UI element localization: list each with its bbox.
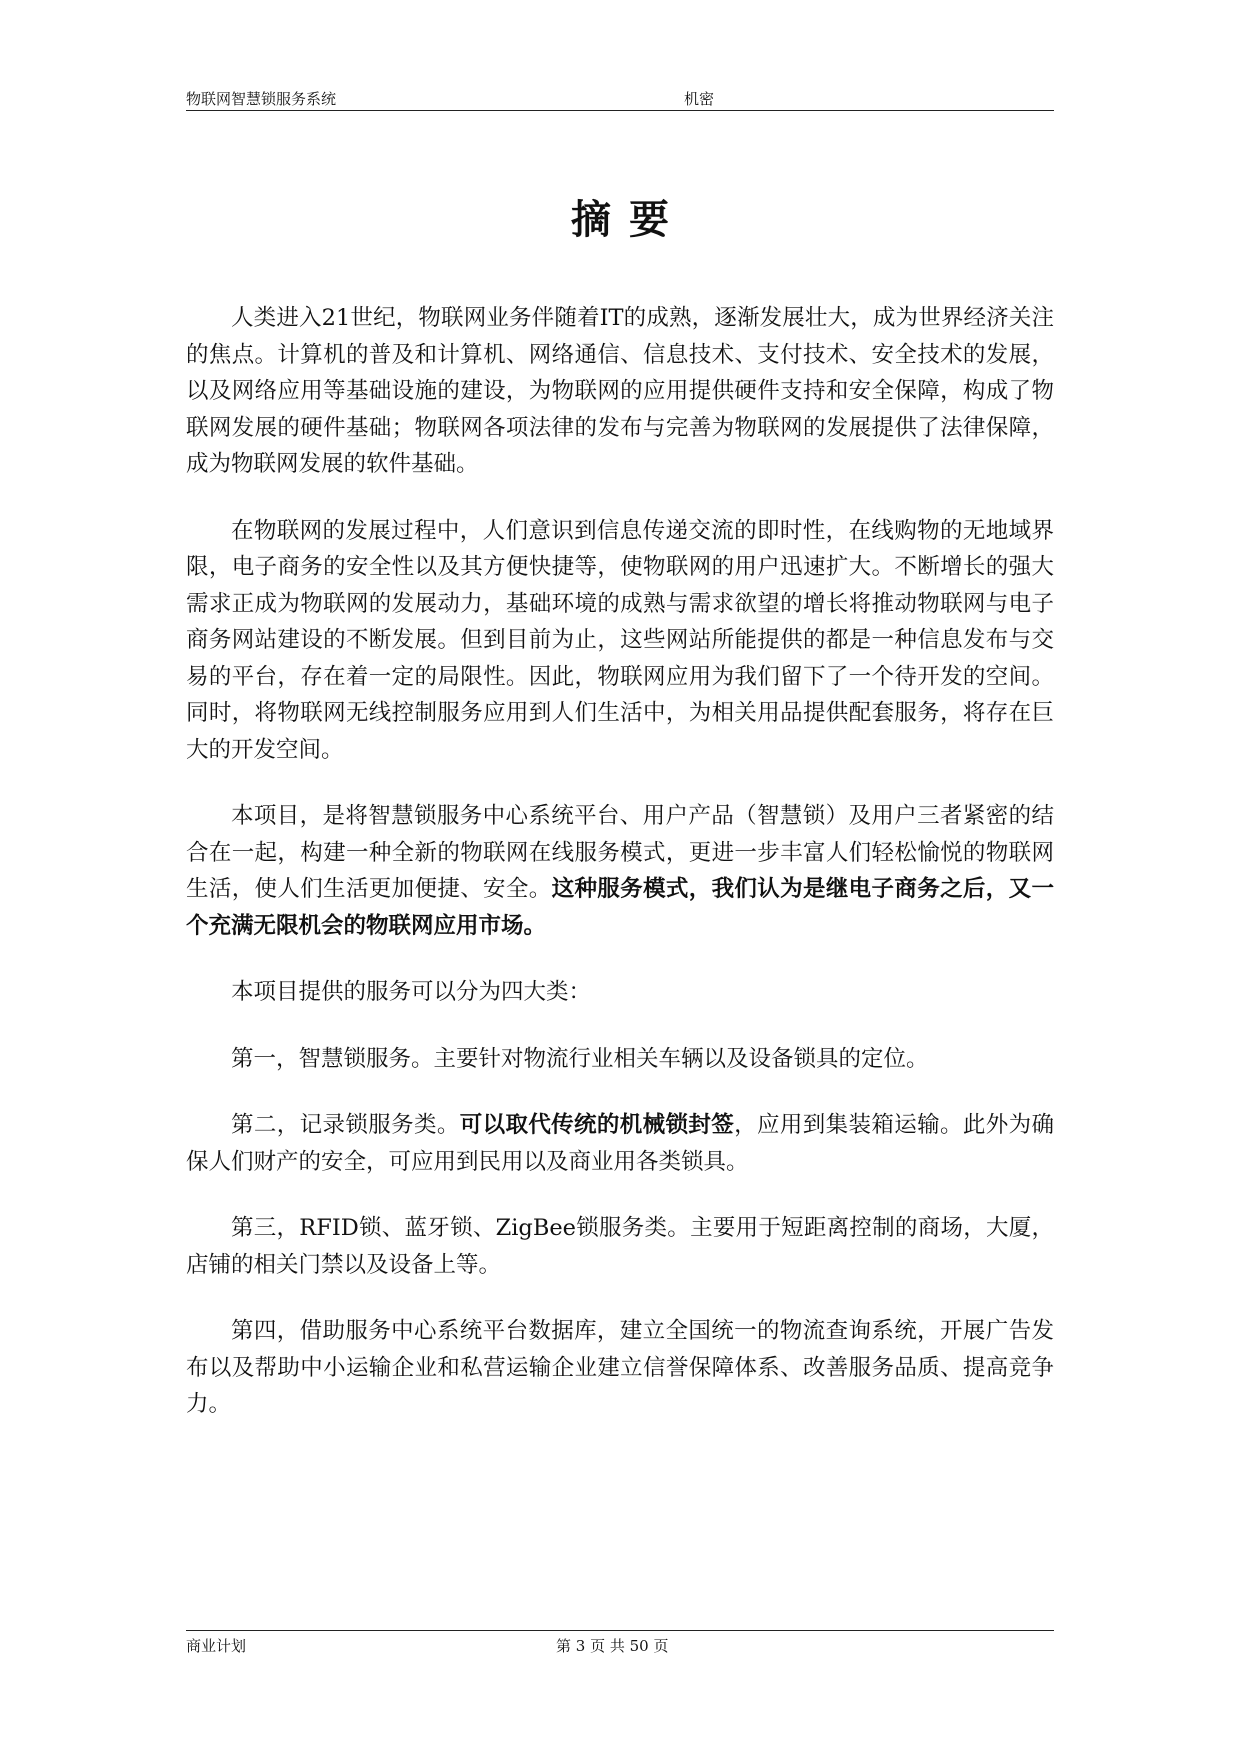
header-document-title: 物联网智慧锁服务系统 — [186, 90, 337, 108]
paragraph-text: 第三，RFID锁、蓝牙锁、ZigBee锁服务类。主要用于短距离控制的商场，大厦，店铺的相关门禁以及设备上等。 — [186, 1215, 1054, 1278]
paragraph-1 — [186, 300, 1054, 483]
paragraph-3 — [186, 798, 1054, 944]
paragraph-text: 本项目提供的服务可以分为四大类： — [231, 979, 592, 1005]
page-footer — [186, 1630, 1054, 1659]
page-title: 摘要 — [571, 197, 687, 243]
header-confidential-label: 机密 — [684, 90, 715, 108]
paragraph-text: 第四，借助服务中心系统平台数据库，建立全国统一的物流查询系统，开展广告发布以及帮助中小运输企业和私营运输企业建立信誉保障体系、改善服务品质、提高竞争力。 — [186, 1318, 1054, 1417]
footer-document-type: 商业计划 — [186, 1637, 247, 1655]
paragraph-text: 人类进入21世纪，物联网业务伴随着IT的成熟，逐渐发展壮大，成为世界经济关注的焦点。计算机的普及和计算机、网络通信、信息技术、支付技术、安全技术的发展，以及网络应用等基础设施的建设，为物联网的应用提供硬件支持和安全保障，构成了物联网发展的硬件基础；物联网各项法律的发布与完善为物联网的发展提供了法律保障，成为物联网发展的软件基础。 — [186, 305, 1054, 477]
page-header — [186, 86, 1054, 111]
paragraph-7 — [186, 1210, 1054, 1283]
paragraph-text-after: ，应用到集装箱运输。此外为确保人们财产的安全，可应用到民用以及商业用各类锁具。 — [186, 1112, 1054, 1175]
paragraph-6 — [186, 1107, 1054, 1180]
paragraph-bold-text: 这种服务模式，我们认为是继电子商务之后，又一个充满无限机会的物联网应用市场。 — [186, 876, 1054, 939]
paragraph-text: 在物联网的发展过程中，人们意识到信息传递交流的即时性，在线购物的无地域界限，电子商务的安全性以及其方便快捷等，使物联网的用户迅速扩大。不断增长的强大需求正成为物联网的发展动力，基础环境的成熟与需求欲望的增长将推动物联网与电子商务网站建设的不断发展。但到目前为止，这些网站所能提供的都是一种信息发布与交易的平台，存在着一定的局限性。因此，物联网应用为我们留下了一个待开发的空间。同时，将物联网无线控制服务应用到人们生活中，为相关用品提供配套服务，将存在巨大的开发空间。 — [186, 517, 1054, 763]
paragraph-5 — [186, 1041, 1054, 1078]
abstract-body — [186, 300, 1054, 1453]
paragraph-bold-text: 可以取代传统的机械锁封签 — [459, 1112, 735, 1138]
paragraph-text: 本项目，是将智慧锁服务中心系统平台、用户产品（智慧锁）及用户三者紧密的结合在一起，构建一种全新的物联网在线服务模式，更进一步丰富人们轻松愉悦的物联网生活，使人们生活更加便捷、安全。 — [186, 803, 1054, 902]
paragraph-text: 第二，记录锁服务类。 — [231, 1112, 460, 1138]
paragraph-8 — [186, 1313, 1054, 1423]
paragraph-text: 第一，智慧锁服务。主要针对物流行业相关车辆以及设备锁具的定位。 — [231, 1045, 929, 1072]
paragraph-2 — [186, 513, 1054, 769]
page-number: 第 3 页 共 50 页 — [556, 1637, 669, 1655]
paragraph-4 — [186, 974, 1054, 1011]
